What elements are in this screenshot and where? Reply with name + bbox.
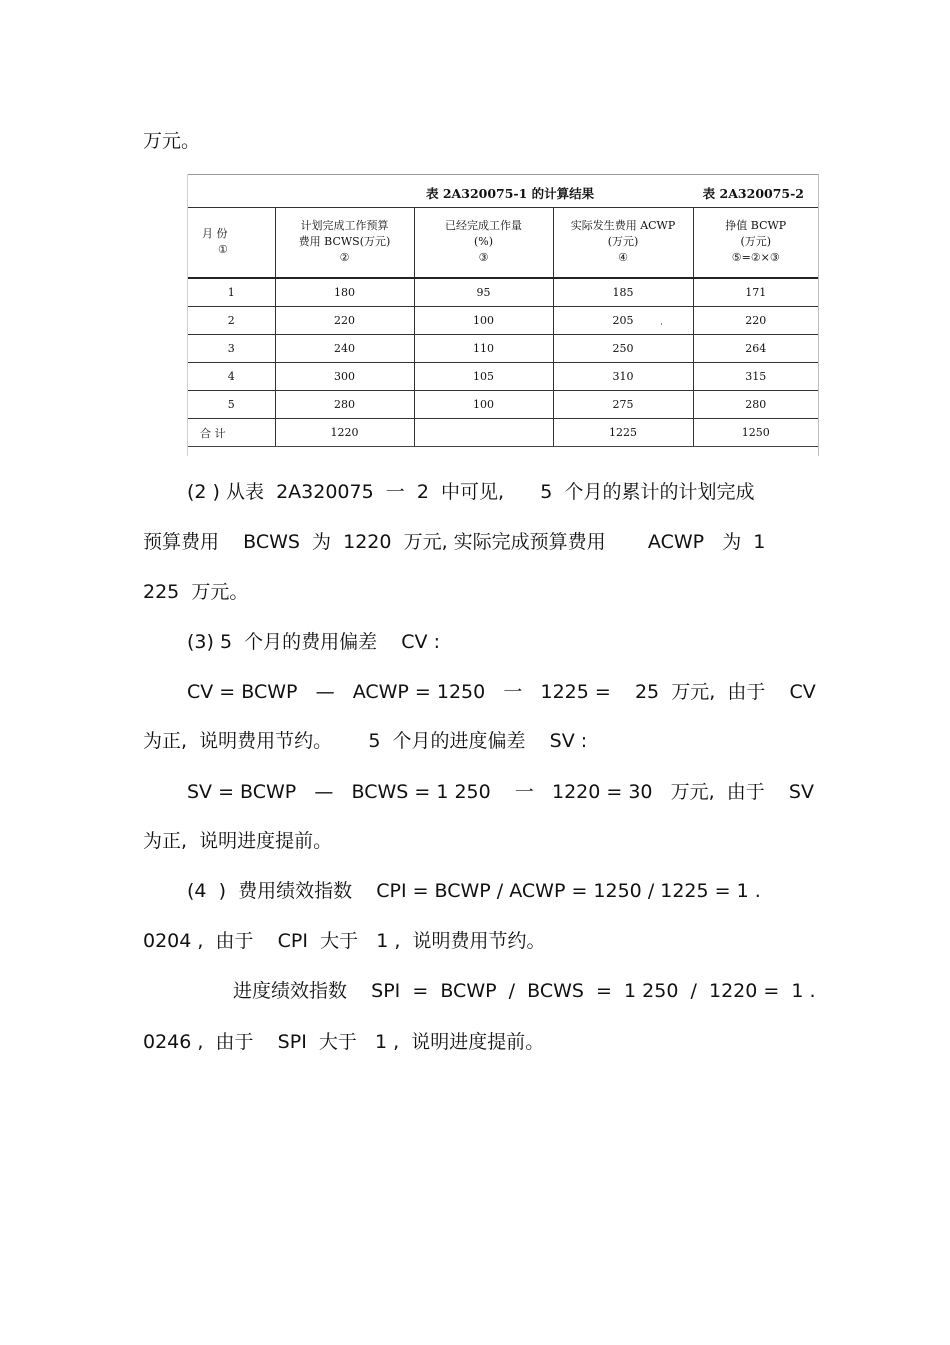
cell-bcwp: 171 (693, 278, 818, 307)
paragraph-line: 为正, 说明进度提前。 (143, 830, 333, 852)
table-caption: 表 2A320075-1 的计算结果 (426, 186, 595, 201)
cell-acwp: 310 (553, 363, 693, 391)
header-month: 月 份 ① (188, 207, 275, 278)
table-total-row (188, 419, 818, 447)
paragraph-line: SV = BCWP — BCWS = 1 250 一 1220 = 30 万元, 由于 SV (187, 781, 814, 803)
paragraph-line: 为正, 说明费用节约。 5 个月的进度偏差 SV : (143, 730, 588, 752)
header-bcws: 计划完成工作预算 费用 BCWS(万元) ② (275, 207, 414, 278)
cell-bcwp: 264 (693, 335, 818, 363)
cell-percent: 105 (414, 363, 553, 391)
table-row (188, 307, 818, 335)
paragraph-line: (3) 5 个月的费用偏差 CV : (187, 631, 440, 653)
header-percent: 已经完成工作量 (%) ③ (414, 207, 553, 278)
cell-acwp: 205 (553, 307, 693, 335)
paragraph-line: CV = BCWP — ACWP = 1250 一 1225 = 25 万元, 由于 CV (187, 681, 816, 703)
cell-total-label: 合 计 (188, 419, 275, 447)
table-row (188, 335, 818, 363)
table-number: 表 2A320075-2 (702, 186, 804, 201)
cell-bcws: 240 (275, 335, 414, 363)
calc-result-table (187, 174, 819, 456)
scan-speck: · (660, 320, 663, 330)
table-title-bar (188, 174, 818, 208)
header-acwp: 实际发生费用 ACWP (万元) ④ (553, 207, 693, 278)
data-table (188, 207, 818, 447)
cell-month: 3 (188, 335, 275, 363)
header-bcwp: 挣值 BCWP (万元) ⑤=②×③ (693, 207, 818, 278)
table-row (188, 278, 818, 307)
cell-bcws: 180 (275, 278, 414, 307)
paragraph-line: (2 ) 从表 2A320075 一 2 中可见, 5 个月的累计的计划完成 (187, 481, 755, 503)
cell-month: 2 (188, 307, 275, 335)
paragraph-line: 225 万元。 (143, 581, 249, 603)
paragraph-line: 进度绩效指数 SPI = BCWP / BCWS = 1 250 / 1220 = 1 . (233, 980, 816, 1002)
paragraph-line: 0204 , 由于 CPI 大于 1 , 说明费用节约。 (143, 930, 546, 952)
cell-percent: 100 (414, 391, 553, 419)
cell-acwp: 250 (553, 335, 693, 363)
cell-bcws: 280 (275, 391, 414, 419)
paragraph-line: 预算费用 BCWS 为 1220 万元, 实际完成预算费用 ACWP 为 1 (143, 531, 766, 553)
cell-percent: 110 (414, 335, 553, 363)
text-top: 万元。 (143, 130, 201, 152)
cell-bcwp: 220 (693, 307, 818, 335)
cell-bcwp: 315 (693, 363, 818, 391)
cell-bcwp: 280 (693, 391, 818, 419)
paragraph-line: 0246 , 由于 SPI 大于 1 , 说明进度提前。 (143, 1031, 545, 1053)
cell-month: 5 (188, 391, 275, 419)
cell-total-percent (414, 419, 553, 447)
cell-total-bcws: 1220 (275, 419, 414, 447)
table-row (188, 363, 818, 391)
cell-month: 1 (188, 278, 275, 307)
cell-percent: 95 (414, 278, 553, 307)
cell-percent: 100 (414, 307, 553, 335)
cell-bcws: 300 (275, 363, 414, 391)
table-header-row (188, 207, 818, 278)
cell-total-bcwp: 1250 (693, 419, 818, 447)
cell-month: 4 (188, 363, 275, 391)
cell-acwp: 185 (553, 278, 693, 307)
cell-bcws: 220 (275, 307, 414, 335)
cell-total-acwp: 1225 (553, 419, 693, 447)
table-row (188, 391, 818, 419)
paragraph-line: (4 ) 费用绩效指数 CPI = BCWP / ACWP = 1250 / 1225 = 1 . (187, 880, 761, 902)
cell-acwp: 275 (553, 391, 693, 419)
